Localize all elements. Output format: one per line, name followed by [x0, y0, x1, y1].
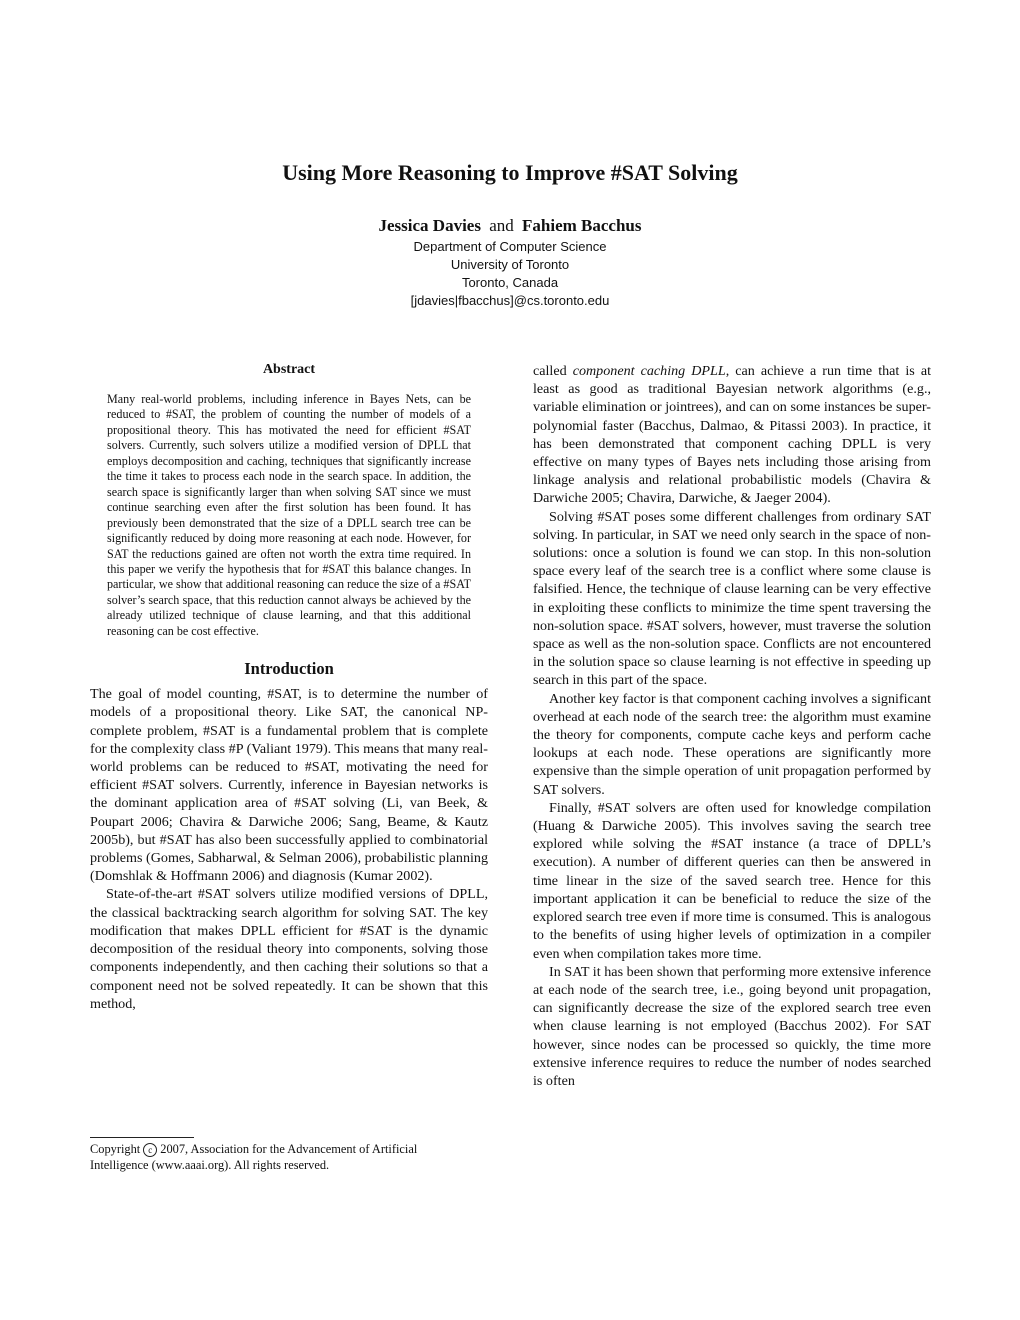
author-second: Fahiem Bacchus	[522, 216, 642, 235]
affiliation-department: Department of Computer Science	[413, 239, 607, 254]
abstract-heading: Abstract	[262, 362, 316, 377]
p2-cont-after: , can achieve a run time that is at least as good as traditional Bayesian network algorithms (e.g., variable elimination or jointrees), and can on some instances be super-polynomial faster (Bacchus, Dalmao, & Pitassi 2003). In practice, it has been demonstrated that component caching DPLL is very effective on many types of Bayes nets including those arising from linkage analysis and relational probabilistic models (Chavira & Darwiche 2005; Chavira, Darwiche, & Jaeger 2004).	[533, 363, 931, 507]
copyright-symbol: c	[143, 1143, 157, 1157]
intro-paragraph-1: The goal of model counting, #SAT, is to determine the number of models of a propositional theory. Like SAT, the canonical NP-complete problem, #SAT is a fundamental problem that is complete for the complexity class #P (Valiant 1979). This means that many real-world problems can be reduced to #SAT, motivating the need for efficient #SAT solvers. Currently, inference in Bayesian networks is the dominant application area of #SAT solving (Li, van Beek, & Poupart 2006; Chavira & Darwiche 2006; Sang, Beame, & Kautz 2005b), but #SAT has also been successfully applied to combinatorial problems (Gomes, Sabharwal, & Selman 2006), probabilistic planning (Domshlak & Hoffmann 2006) and diagnosis (Kumar 2002).	[90, 686, 488, 885]
affiliation-location: Toronto, Canada	[461, 275, 559, 290]
p2-cont-before: called	[533, 363, 573, 379]
left-column	[90, 362, 488, 1013]
intro-paragraph-3: Solving #SAT poses some different challenges from ordinary SAT solving. In particular, in SAT we need only search in the space of non-solutions: once a solution is found we can stop. In this non-solution space every leaf of the search tree is a conflict where some clause is falsified. Hence, the technique of clause learning can be very effective in exploiting these conflicts to minimize the time spent traversing the non-solution space. #SAT solvers, however, must traverse the solution space as well as the non-solution space. Conflicts are not encountered in the solution space so clause learning is not effective in speeding up search in this part of the space.	[533, 508, 931, 689]
affiliation-block	[0, 238, 1020, 310]
author-conjunction: and	[489, 216, 514, 235]
copyright-word: Copyright	[90, 1142, 141, 1156]
intro-paragraph-4: Another key factor is that component caching involves a significant overhead at each node of the search tree: the algorithm must examine the theory for components, compute cache keys and perform cache lookups at each node. These operations are significantly more expensive than the simple operation of unit propagation performed by SAT solvers.	[533, 690, 931, 798]
right-column	[533, 362, 931, 1090]
intro-paragraph-5: Finally, #SAT solvers are often used for knowledge compilation (Huang & Darwiche 2005). This involves saving the search tree explored while solving the #SAT instance (a trace of DPLL’s execution). A number of different queries can then be answered in time linear in the size of the saved search tree. Hence for this important application it can be beneficial to reduce the size of the explored search tree even if more time is consumed. This is analogous to the benefits of using higher levels of optimization in a compiler even when compilation takes more time.	[533, 799, 931, 962]
introduction-heading: Introduction	[244, 659, 334, 679]
p2-cont-italic-term: component caching DPLL	[572, 363, 726, 379]
copyright-footnote	[90, 1141, 490, 1173]
copyright-line2: Intelligence (www.aaai.org). All rights reserved.	[90, 1158, 330, 1172]
affiliation-email: [jdavies|fbacchus]@cs.toronto.edu	[410, 293, 610, 308]
author-first: Jessica Davies	[378, 216, 481, 235]
paper-title: Using More Reasoning to Improve #SAT Solving	[282, 160, 738, 185]
abstract-text: Many real-world problems, including inference in Bayes Nets, can be reduced to #SAT, the problem of counting the number of models of a propositional theory. This has motivated the need for efficient #SAT solvers. Currently, such solvers utilize a modified version of DPLL that employs decomposition and caching, techniques that significantly increase the time it takes to process each node in the search space. In addition, the search space is significantly larger than when solving SAT since we must continue searching even after the first solution has been found. It has previously been demonstrated that the size of a DPLL search tree can be significantly reduced by doing more reasoning at each node. However, for SAT the reductions gained are often not worth the extra time required. In this paper we verify the hypothesis that for #SAT this balance changes. In particular, we show that additional reasoning can reduce the size of a #SAT solver’s search space, that this reduction cannot always be achieved by the already utilized technique of clause learning, and that this additional reasoning can be cost effective.	[107, 392, 471, 638]
intro-paragraph-2-continued	[533, 362, 931, 508]
intro-paragraph-2: State-of-the-art #SAT solvers utilize modified versions of DPLL, the classical backtracking search algorithm for solving SAT. The key modification that makes DPLL efficient for #SAT is the dynamic decomposition of the residual theory into components, solving those components independently, and then caching their solutions so that a component need not be solved repeatedly. It can be shown that this method,	[90, 886, 488, 1012]
intro-paragraph-6: In SAT it has been shown that performing more extensive inference at each node of the search tree, i.e., going beyond unit propagation, can significantly decrease the size of the explored search tree even when clause learning is not employed (Bacchus 2002). For SAT however, since nodes can be processed so quickly, the time more extensive inference requires to reduce the number of nodes searched is often	[533, 963, 931, 1089]
affiliation-university: University of Toronto	[450, 257, 570, 272]
copyright-line1: 2007, Association for the Advancement of Artificial	[160, 1142, 418, 1156]
author-line	[0, 216, 1020, 236]
footnote-rule	[90, 1137, 194, 1138]
